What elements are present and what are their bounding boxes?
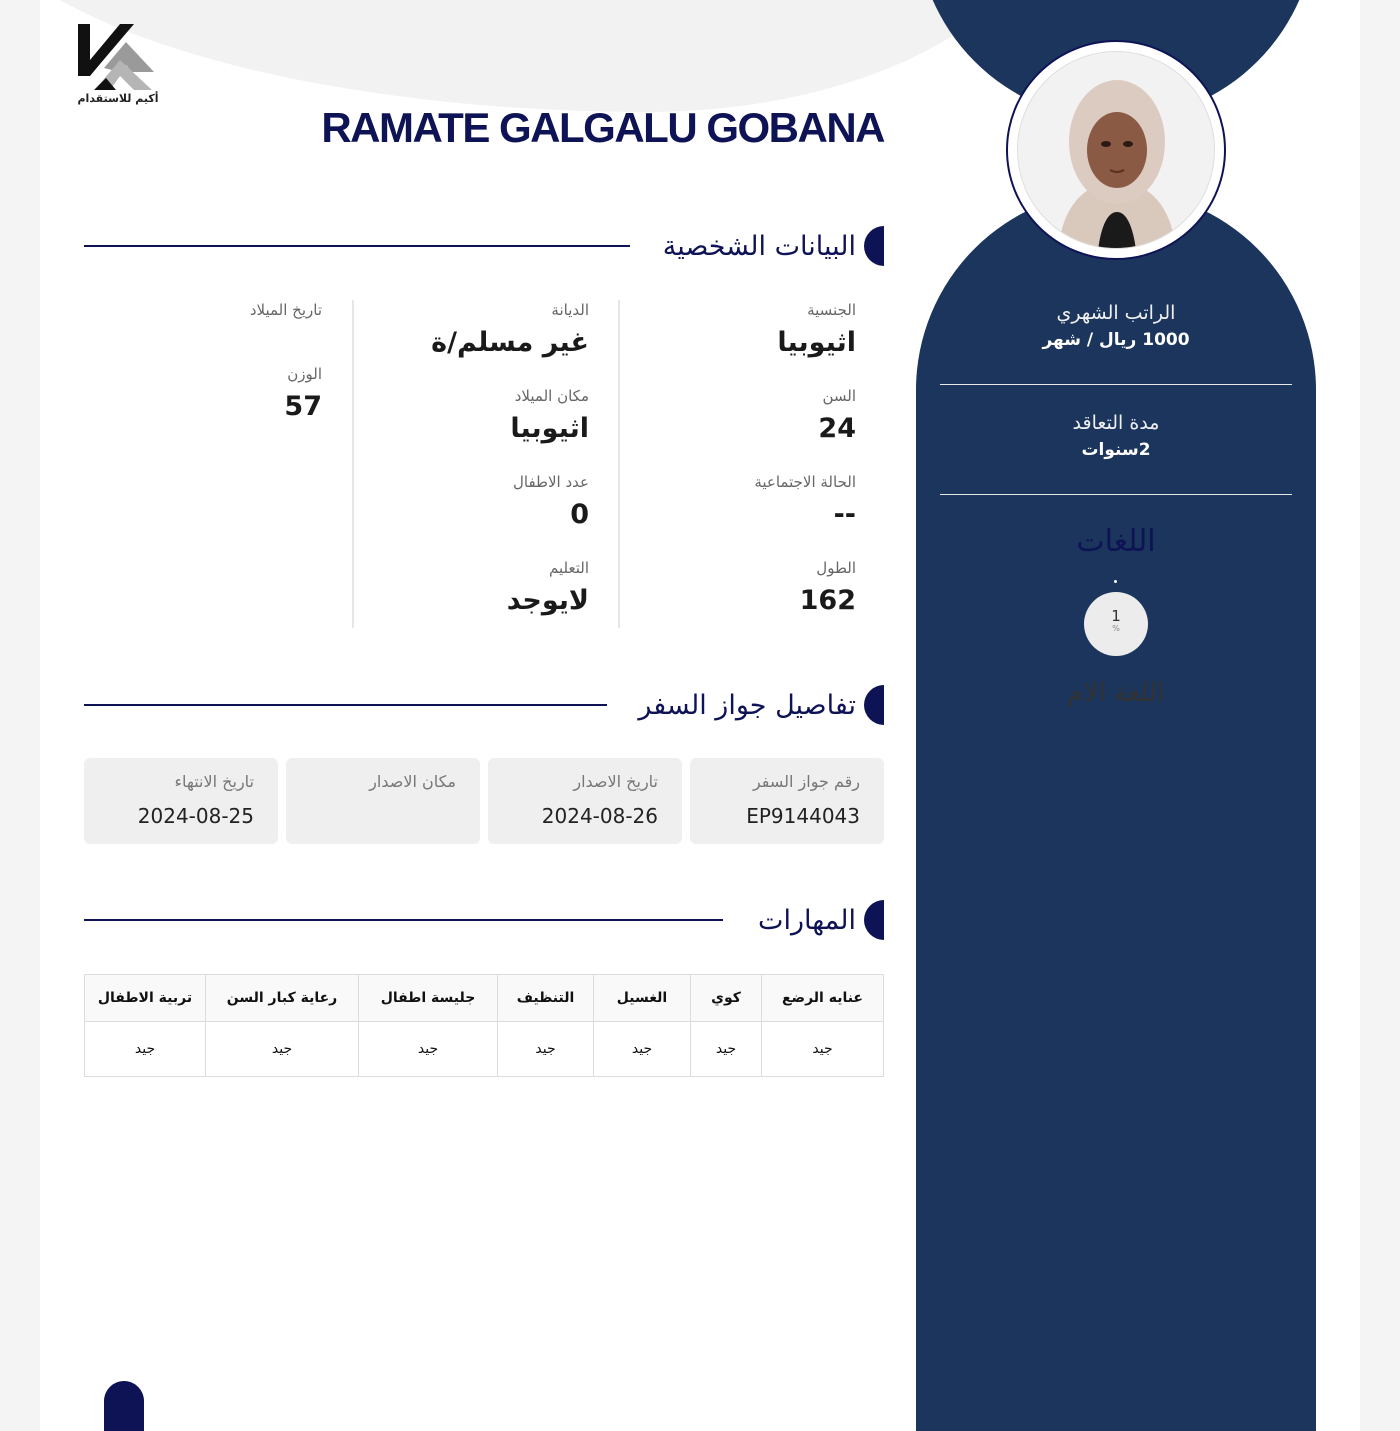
- personal-section-title: البيانات الشخصية: [662, 230, 856, 262]
- marital-status-label: الحالة الاجتماعية: [754, 473, 856, 491]
- skill-header: رعاية كبار السن: [206, 975, 359, 1022]
- skill-value: جيد: [498, 1022, 594, 1077]
- skill-header: كوي: [691, 975, 762, 1022]
- section-tab: [864, 900, 884, 940]
- expiry-date-value: 2024-08-25: [137, 804, 254, 828]
- skill-value: جيد: [359, 1022, 498, 1077]
- section-divider-line: [84, 704, 607, 706]
- language-percent-unit: %: [1112, 624, 1120, 633]
- weight-label: الوزن: [287, 365, 322, 383]
- birthplace-label: مكان الميلاد: [514, 387, 589, 405]
- issue-date-card: [488, 758, 682, 844]
- weight-value: 57: [284, 391, 322, 422]
- personal-section-header: [663, 226, 884, 266]
- nationality-label: الجنسية: [807, 301, 856, 319]
- sidebar-body: [916, 190, 1316, 1431]
- skill-header: التنظيف: [498, 975, 594, 1022]
- language-percent-circle: [1084, 592, 1148, 656]
- cv-page: [40, 0, 1360, 1431]
- contract-value: 2سنوات: [1081, 440, 1151, 460]
- section-tab: [864, 685, 884, 725]
- salary-block: [940, 302, 1292, 350]
- religion-label: الديانة: [551, 301, 589, 319]
- contract-block: [940, 412, 1292, 460]
- expiry-date-label: تاريخ الانتهاء: [174, 772, 254, 791]
- profile-photo-icon: [1017, 51, 1215, 249]
- birthdate-label: تاريخ الميلاد: [249, 301, 322, 319]
- marital-status-value: --: [833, 499, 856, 530]
- language-dot: [1114, 580, 1117, 583]
- passport-number-label: رقم جواز السفر: [752, 772, 860, 791]
- skill-header: تربية الاطفال: [85, 975, 206, 1022]
- education-value: لايوجد: [506, 585, 589, 616]
- skill-value: جيد: [206, 1022, 359, 1077]
- contract-label: مدة التعاقد: [1072, 412, 1160, 434]
- salary-label: الراتب الشهري: [1056, 302, 1176, 324]
- languages-title: اللغات: [1076, 524, 1156, 559]
- sidebar-divider: [940, 494, 1292, 495]
- age-label: السن: [822, 387, 856, 405]
- passport-number-value: EP9144043: [746, 804, 860, 828]
- skill-header: عنايه الرضع: [762, 975, 884, 1022]
- passport-section-header: [638, 685, 884, 725]
- skills-section-title: المهارات: [758, 904, 856, 936]
- education-label: التعليم: [549, 559, 589, 577]
- issue-place-card: [286, 758, 480, 844]
- skill-value: جيد: [85, 1022, 206, 1077]
- religion-value: غير مسلم/ة: [431, 327, 589, 358]
- issue-date-label: تاريخ الاصدار: [573, 772, 658, 791]
- height-label: الطول: [816, 559, 856, 577]
- section-tab: [864, 226, 884, 266]
- personal-column-3: [220, 300, 322, 450]
- children-count-value: 0: [570, 499, 589, 530]
- candidate-name: RAMATE GALGALU GOBANA: [321, 104, 884, 151]
- footer-tab: [104, 1381, 144, 1431]
- personal-column-1: [618, 300, 856, 628]
- issue-date-value: 2024-08-26: [541, 804, 658, 828]
- salary-value: 1000 ريال / شهر: [1042, 330, 1190, 350]
- language-percent: 1: [1111, 607, 1121, 625]
- birthdate-value: [220, 320, 322, 344]
- passport-number-card: [690, 758, 884, 844]
- passport-section-title: تفاصيل جواز السفر: [638, 689, 856, 721]
- skills-value-row: [85, 1022, 884, 1077]
- skill-value: جيد: [594, 1022, 691, 1077]
- header-swoosh: [40, 0, 1060, 112]
- skill-header: جليسة اطفال: [359, 975, 498, 1022]
- section-divider-line: [84, 919, 723, 921]
- personal-column-2: [352, 300, 589, 628]
- expiry-date-card: [84, 758, 278, 844]
- skills-header-row: [85, 975, 884, 1022]
- skills-table: [84, 974, 884, 1077]
- language-name: اللغة الام: [1067, 678, 1165, 708]
- height-value: 162: [799, 585, 856, 616]
- skill-value: جيد: [691, 1022, 762, 1077]
- birthplace-value: اثيوبيا: [510, 413, 589, 444]
- nationality-value: اثيوبيا: [777, 327, 856, 358]
- profile-photo-frame: [1006, 40, 1226, 260]
- skill-header: الغسيل: [594, 975, 691, 1022]
- sidebar-divider: [940, 384, 1292, 385]
- sidebar: [916, 0, 1316, 1431]
- section-divider-line: [84, 245, 630, 247]
- children-count-label: عدد الاطفال: [513, 473, 589, 491]
- skills-section-header: [758, 900, 884, 940]
- issue-place-label: مكان الاصدار: [369, 772, 456, 791]
- age-value: 24: [818, 413, 856, 444]
- logo-text: أكيم للاستقدام: [77, 92, 159, 105]
- skill-value: جيد: [762, 1022, 884, 1077]
